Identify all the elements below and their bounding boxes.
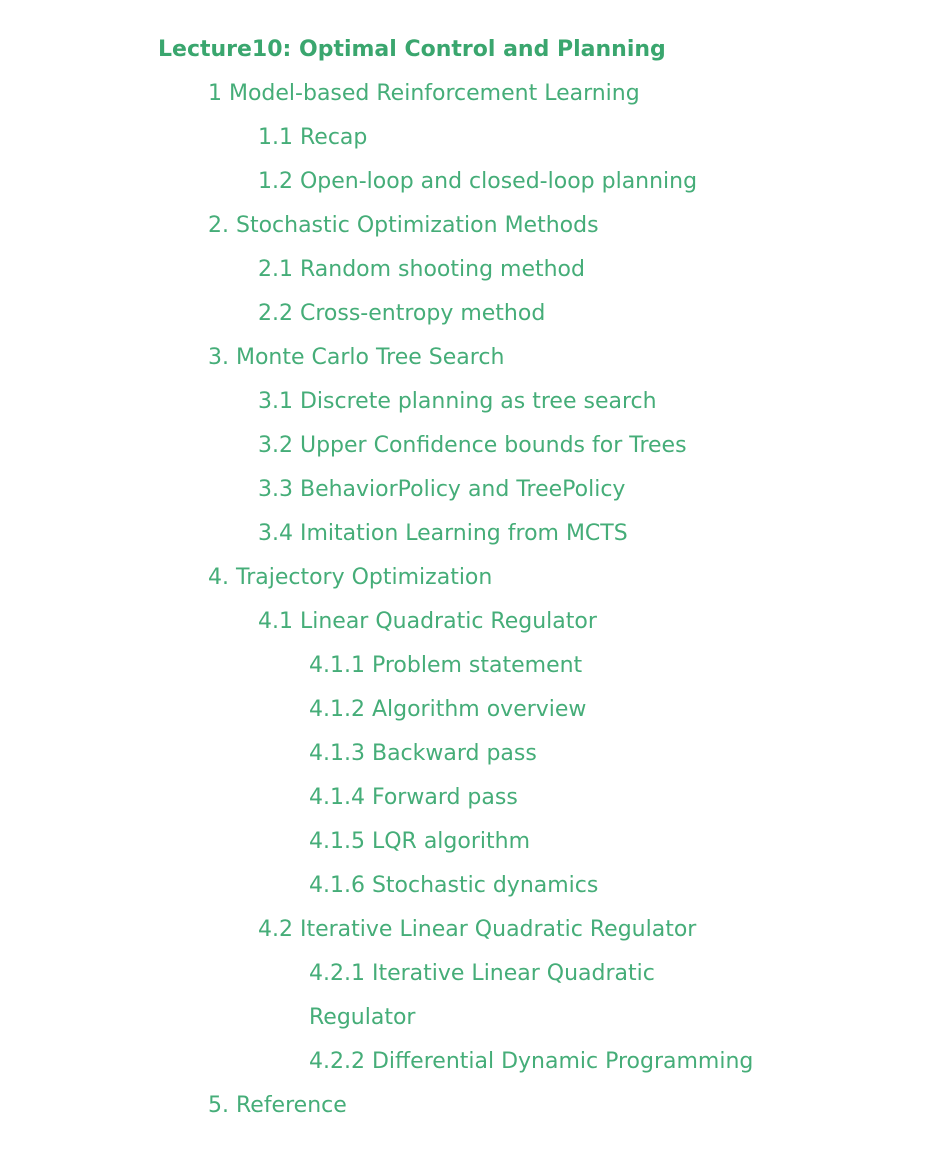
- toc-link-4-1-2[interactable]: 4.1.2 Algorithm overview: [309, 697, 587, 722]
- toc-link-5[interactable]: 5. Reference: [208, 1093, 347, 1118]
- toc-link-1-2[interactable]: 1.2 Open-loop and closed-loop planning: [258, 169, 698, 194]
- toc-link-1-1[interactable]: 1.1 Recap: [258, 125, 368, 150]
- toc-link-4[interactable]: 4. Trajectory Optimization: [208, 565, 493, 590]
- toc-title-link[interactable]: Lecture10: Optimal Control and Planning: [158, 37, 666, 62]
- toc-link-4-1-6[interactable]: 4.1.6 Stochastic dynamics: [309, 873, 599, 898]
- toc-link-4-2-2[interactable]: 4.2.2 Differential Dynamic Programming: [309, 1049, 754, 1074]
- toc-link-3-1[interactable]: 3.1 Discrete planning as tree search: [258, 389, 657, 414]
- toc-link-2[interactable]: 2. Stochastic Optimization Methods: [208, 213, 599, 238]
- toc-link-4-1-5[interactable]: 4.1.5 LQR algorithm: [309, 829, 530, 854]
- toc-list: [0, 72, 932, 1128]
- toc-link-1[interactable]: 1 Model-based Reinforcement Learning: [208, 81, 640, 106]
- toc-link-2-1[interactable]: 2.1 Random shooting method: [258, 257, 585, 282]
- toc-link-3-4[interactable]: 3.4 Imitation Learning from MCTS: [258, 521, 628, 546]
- toc-link-4-2-1[interactable]: 4.2.1 Iterative Linear Quadratic Regulator: [309, 961, 655, 1030]
- toc-link-3[interactable]: 3. Monte Carlo Tree Search: [208, 345, 505, 370]
- toc-link-3-2[interactable]: 3.2 Upper Confidence bounds for Trees: [258, 433, 687, 458]
- toc-link-4-1-4[interactable]: 4.1.4 Forward pass: [309, 785, 518, 810]
- toc-link-4-1-1[interactable]: 4.1.1 Problem statement: [309, 653, 583, 678]
- toc-link-4-2[interactable]: 4.2 Iterative Linear Quadratic Regulator: [258, 917, 697, 942]
- toc-link-4-1[interactable]: 4.1 Linear Quadratic Regulator: [258, 609, 597, 634]
- toc-link-2-2[interactable]: 2.2 Cross-entropy method: [258, 301, 546, 326]
- toc-link-3-3[interactable]: 3.3 BehaviorPolicy and TreePolicy: [258, 477, 626, 502]
- toc-link-4-1-3[interactable]: 4.1.3 Backward pass: [309, 741, 537, 766]
